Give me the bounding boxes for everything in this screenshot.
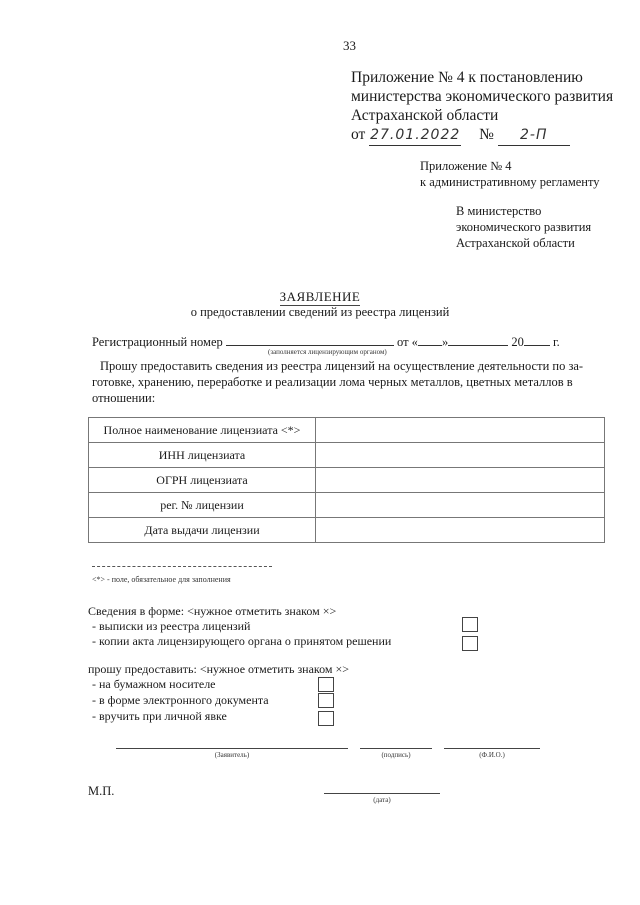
- registration-month-field[interactable]: [448, 333, 508, 346]
- footnote: <*> - поле, обязательное для заполнения: [92, 575, 231, 584]
- document-title: ЗАЯВЛЕНИЕ: [279, 289, 361, 304]
- registration-day-field[interactable]: [418, 333, 442, 346]
- table-row: [89, 468, 605, 493]
- table-row-value[interactable]: [316, 518, 605, 543]
- table-row: [89, 493, 605, 518]
- registration-note: (заполняется лицензирующим органом): [268, 348, 387, 356]
- request-line3: отношении:: [92, 391, 156, 405]
- number-prefix: №: [479, 126, 494, 143]
- request-text: [92, 358, 604, 406]
- appendix-reg-line2: к административному регламенту: [420, 175, 600, 189]
- applicant-signature-line[interactable]: [116, 748, 348, 749]
- appendix-reg-line1: Приложение № 4: [420, 159, 512, 173]
- form-option-copy: - копии акта лицензирующего органа о принятом решении: [92, 634, 392, 648]
- table-row-label: ОГРН лицензиата: [89, 468, 316, 493]
- signature-label: (подпись): [381, 751, 411, 759]
- handwritten-date: 27.01.2022: [369, 126, 461, 146]
- form-section-heading: Сведения в форме: <нужное отметить знаком ×>: [88, 604, 337, 618]
- delivery-in-person-checkbox[interactable]: [318, 711, 334, 726]
- table-row: [89, 443, 605, 468]
- appendix-regulation-header: [420, 158, 600, 190]
- registration-number-field[interactable]: [226, 333, 394, 346]
- date-label: (дата): [373, 796, 391, 804]
- document-subtitle: о предоставлении сведений из реестра лицензий: [190, 305, 450, 319]
- applicant-label: (Заявитель): [214, 751, 250, 759]
- registration-label: Регистрационный номер: [92, 335, 223, 349]
- form-option-extract: - выписки из реестра лицензий: [92, 619, 251, 633]
- appendix-main-line2: министерства экономического развития: [351, 88, 614, 105]
- registration-from: от «: [397, 335, 418, 349]
- delivery-option-paper: - на бумажном носителе: [92, 677, 216, 691]
- table-row-label: рег. № лицензии: [89, 493, 316, 518]
- addressee-line2: экономического развития: [456, 220, 592, 234]
- addressee-line1: В министерство: [456, 204, 542, 218]
- page-number: 33: [343, 38, 356, 53]
- registration-year-field[interactable]: [524, 333, 550, 346]
- appendix-main-date-row: [351, 125, 613, 146]
- delivery-section-heading: прошу предоставить: <нужное отметить знаком ×>: [88, 662, 350, 676]
- table-row-value[interactable]: [316, 493, 605, 518]
- delivery-paper-checkbox[interactable]: [318, 677, 334, 692]
- stamp-place: М.П.: [88, 784, 115, 798]
- table-row-value[interactable]: [316, 443, 605, 468]
- table-row-label: Полное наименование лицензиата <*>: [89, 418, 316, 443]
- addressee-block: [456, 203, 591, 251]
- name-signature-line[interactable]: [444, 748, 540, 749]
- request-line2: готовке, хранению, переработке и реализации лома черных металлов, цветных металлов в: [92, 375, 573, 389]
- delivery-option-in-person: - вручить при личной явке: [92, 709, 227, 723]
- table-row: [89, 418, 605, 443]
- form-extract-checkbox[interactable]: [462, 617, 478, 632]
- form-copy-checkbox[interactable]: [462, 636, 478, 651]
- registration-year: 20: [511, 335, 524, 349]
- registration-quote-close: »: [441, 335, 449, 349]
- footnote-divider: [92, 566, 272, 567]
- date-signature-line[interactable]: [324, 793, 440, 794]
- table-row-value[interactable]: [316, 418, 605, 443]
- delivery-electronic-checkbox[interactable]: [318, 693, 334, 708]
- licensee-table: [88, 417, 605, 543]
- request-line1: Прошу предоставить сведения из реестра лицензий на осуществление деятельности по за-: [100, 359, 584, 373]
- table-row: [89, 518, 605, 543]
- registration-year-suffix: г.: [552, 335, 560, 349]
- appendix-main-header: [351, 68, 613, 146]
- date-prefix: от: [351, 126, 366, 143]
- table-row-value[interactable]: [316, 468, 605, 493]
- table-row-label: ИНН лицензиата: [89, 443, 316, 468]
- addressee-line3: Астраханской области: [456, 236, 575, 250]
- delivery-option-electronic: - в форме электронного документа: [92, 693, 269, 707]
- appendix-main-line3: Астраханской области: [351, 107, 499, 124]
- appendix-main-line1: Приложение № 4 к постановлению: [351, 69, 583, 86]
- name-label: (Ф.И.О.): [479, 751, 505, 759]
- handwritten-number: 2-П: [498, 126, 570, 146]
- table-row-label: Дата выдачи лицензии: [89, 518, 316, 543]
- signature-line[interactable]: [360, 748, 432, 749]
